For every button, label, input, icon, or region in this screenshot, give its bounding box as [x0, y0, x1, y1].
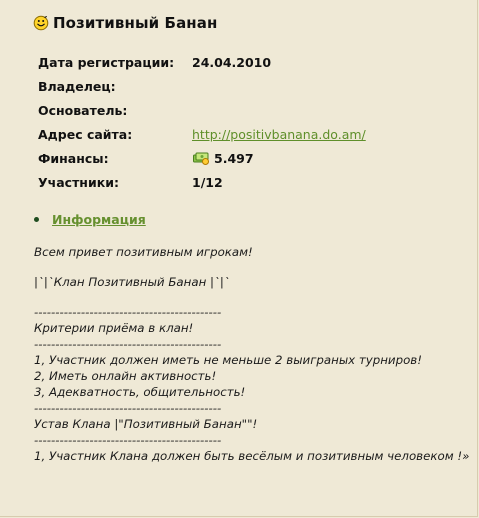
content-line-5: -------------------------------------------- [34, 337, 222, 351]
website-row [38, 122, 458, 146]
smiley-icon [33, 15, 49, 31]
registration-label: Дата регистрации: [38, 54, 175, 70]
content-line-10: Устав Клана |"Позитивный Банан""! [34, 417, 258, 431]
content-line-1: Всем привет позитивным игрокам! [34, 245, 253, 259]
content-line-6: 1, Участник должен иметь не меньше 2 выиграных турниров! [34, 353, 422, 367]
members-label: Участники: [38, 174, 119, 190]
website-link-text[interactable]: http://positivbanana.do.am/ [192, 126, 366, 142]
clan-details [38, 50, 458, 194]
finances-value [192, 151, 254, 166]
content-line-12: 1, Участник Клана должен быть весёлым и позитивным человеком !» [34, 449, 470, 463]
clan-description [34, 244, 470, 464]
finances-amount: 5.497 [214, 150, 254, 166]
bullet-icon [34, 217, 39, 222]
content-line-2: |`|`Клан Позитивный Банан |`|` [34, 275, 230, 289]
money-icon [192, 151, 210, 165]
founder-label: Основатель: [38, 102, 128, 118]
page-title: Позитивный Банан [53, 14, 218, 32]
info-link[interactable]: Информация [52, 212, 146, 227]
registration-value: 24.04.2010 [192, 54, 272, 70]
owner-row [38, 74, 458, 98]
clan-header [33, 14, 217, 32]
founder-row [38, 98, 458, 122]
owner-label: Владелец: [38, 78, 116, 94]
content-line-3: -------------------------------------------- [34, 305, 222, 319]
website-label: Адрес сайта: [38, 126, 133, 142]
info-section-heading [34, 212, 146, 227]
content-line-7: 2, Иметь онлайн активность! [34, 369, 217, 383]
content-line-11: -------------------------------------------- [34, 433, 222, 447]
finances-label: Финансы: [38, 150, 109, 166]
content-line-8: 3, Адекватность, общительность! [34, 385, 246, 399]
content-line-9: -------------------------------------------- [34, 401, 222, 415]
content-line-4: Критерии приёма в клан! [34, 321, 194, 335]
website-link[interactable] [192, 127, 366, 142]
members-value: 1/12 [192, 174, 223, 190]
finances-row [38, 146, 458, 170]
members-row [38, 170, 458, 194]
registration-row [38, 50, 458, 74]
